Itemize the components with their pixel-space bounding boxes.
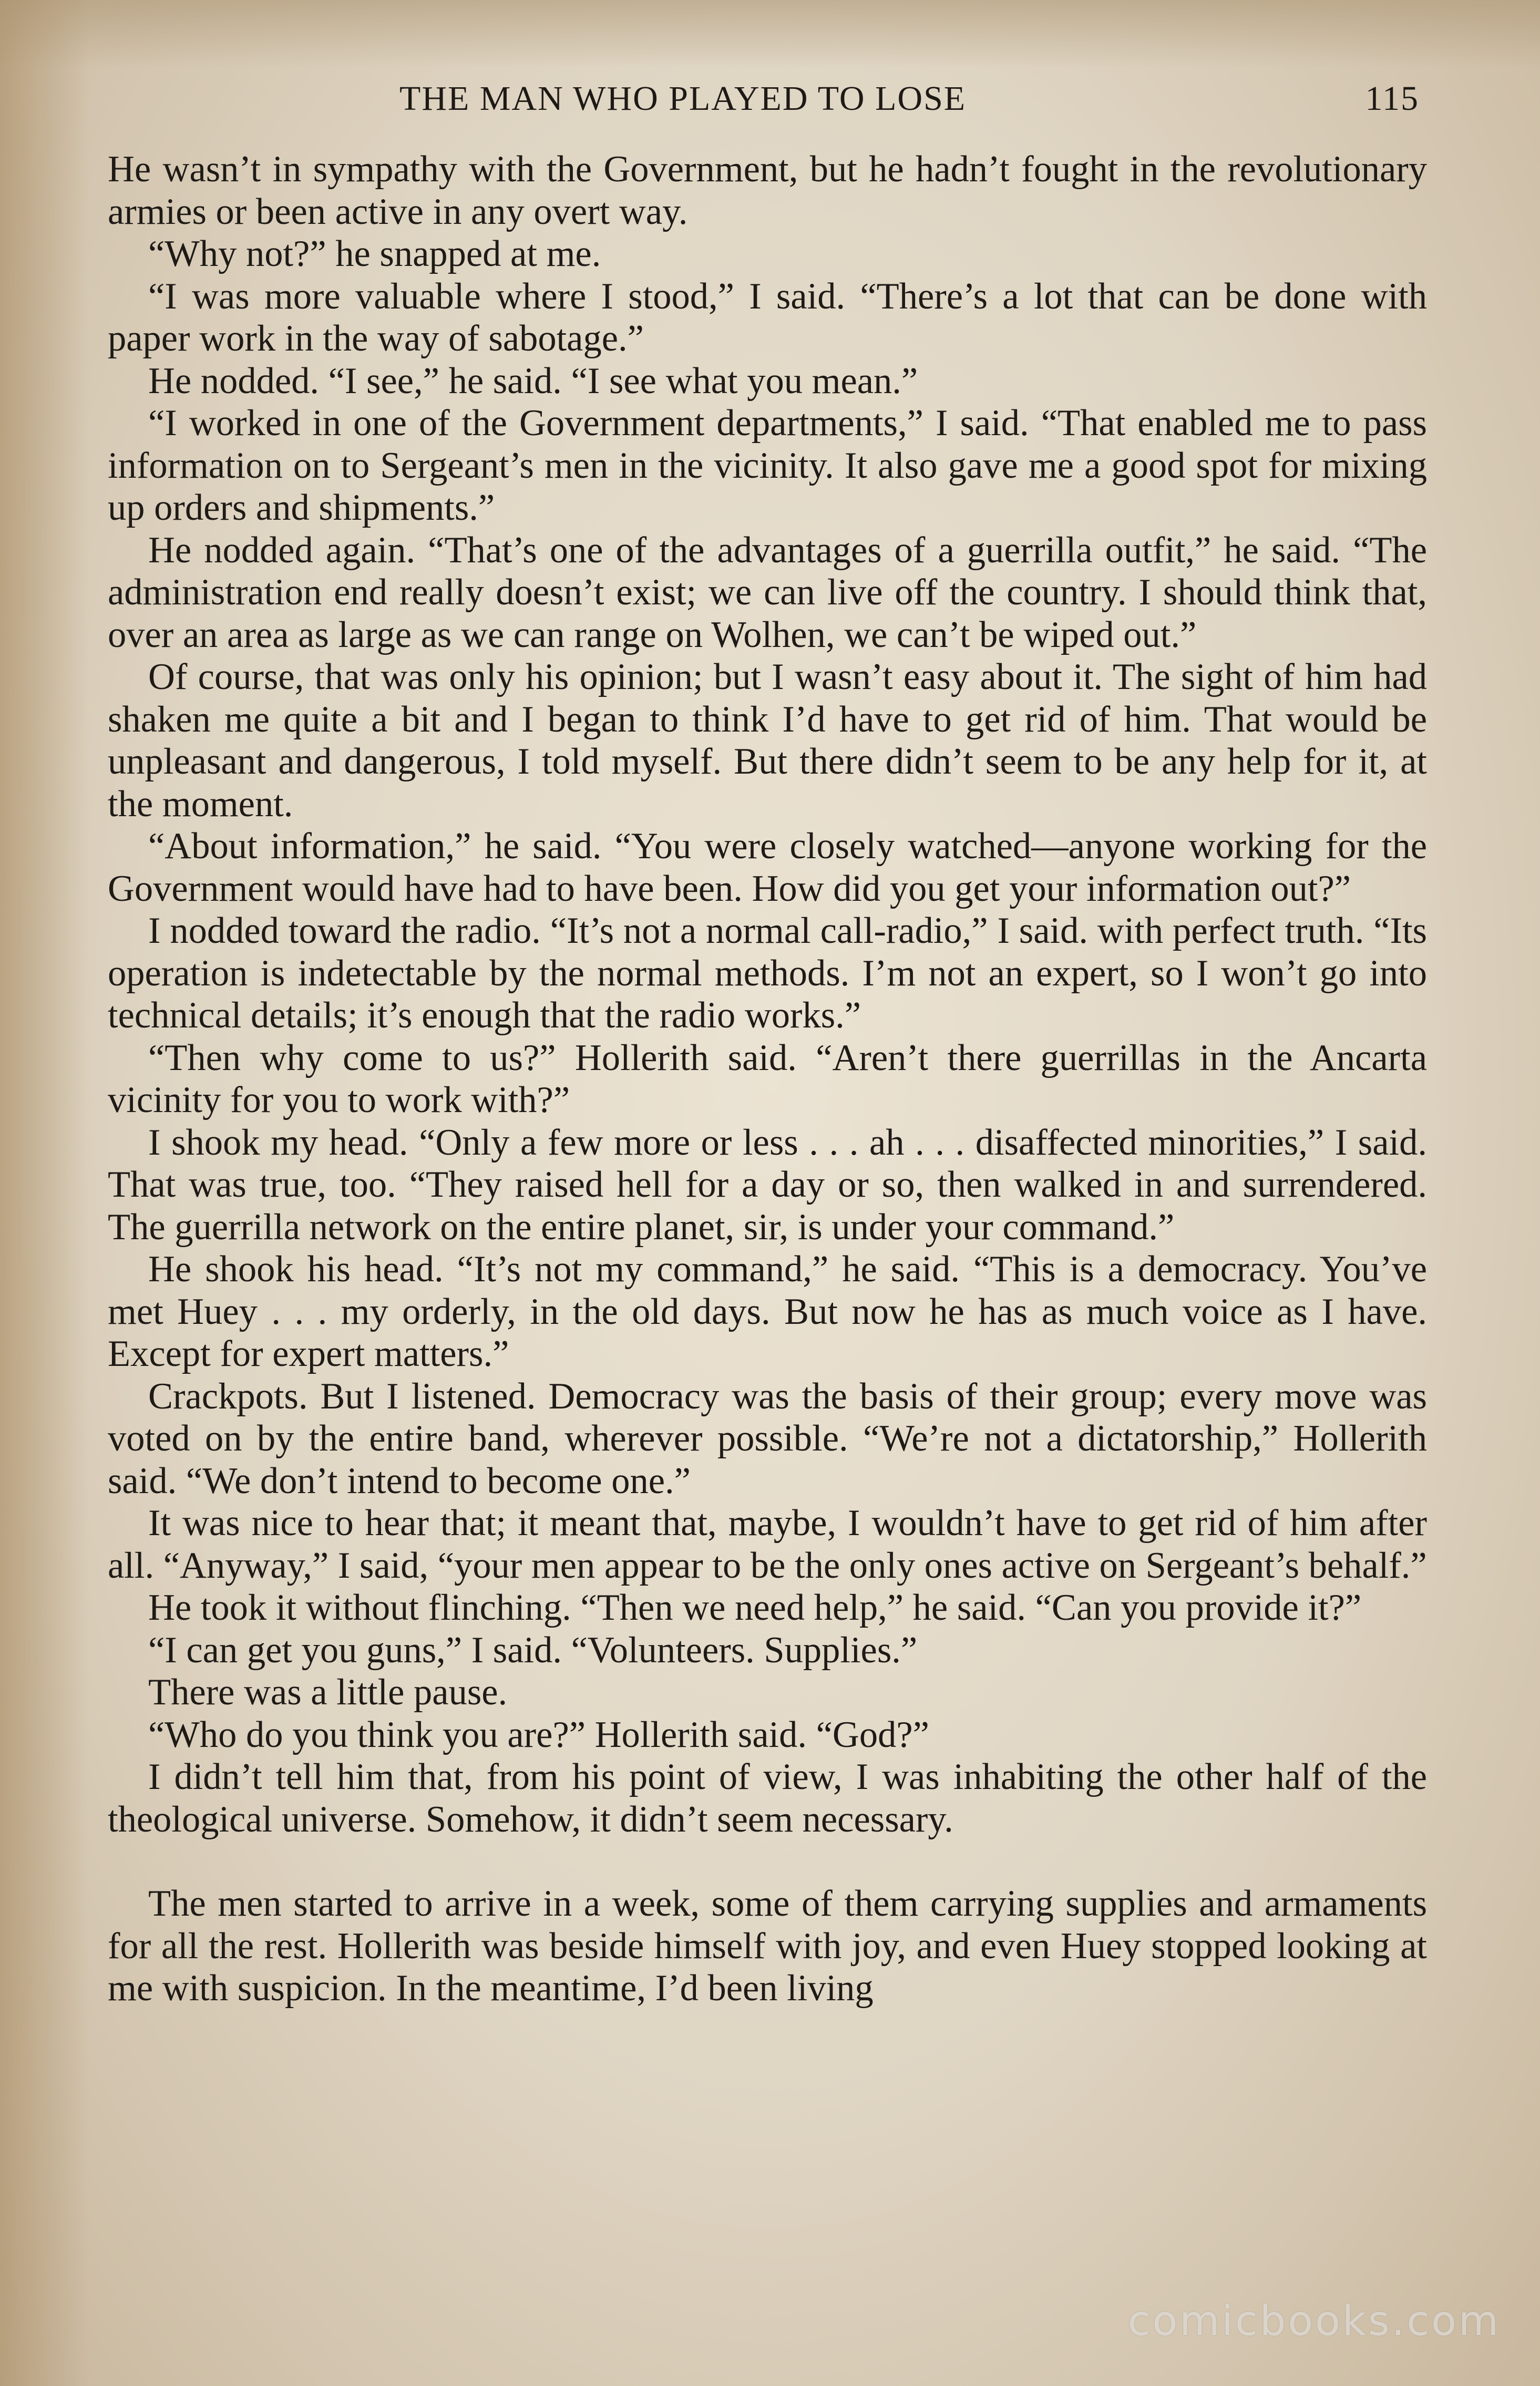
running-head <box>108 79 1419 126</box>
paragraph: He took it without flinching. “Then we need help,” he said. “Can you provide it?” <box>148 1587 1362 1628</box>
paragraph: He wasn’t in sympathy with the Government, but he hadn’t fought in the revolutionary armies or been active in any overt way. <box>108 149 1427 232</box>
running-title: THE MAN WHO PLAYED TO LOSE <box>399 79 967 118</box>
paragraph-section-start: The men started to arrive in a week, some of them carrying supplies and armaments for all the rest. Hollerith was beside himself with joy, and even Huey stopped looking at me with suspicion. In the meantime, I’d been living <box>108 1883 1427 2009</box>
paragraph: It was nice to hear that; it meant that, maybe, I wouldn’t have to get rid of him after all. “Anyway,” I said, “your men appear to be the only ones active on Sergeant’s behalf.” <box>108 1503 1427 1586</box>
paragraph: “I worked in one of the Government departments,” I said. “That enabled me to pass information on to Sergeant’s men in the vicinity. It also gave me a good spot for mixing up orders and shipments.” <box>108 403 1427 528</box>
paragraph: He nodded again. “That’s one of the advantages of a guerrilla outfit,” he said. “The administration end really doesn’t exist; we can live off the country. I should think that, over an area as large as we can range on Wolhen, we can’t be wiped out.” <box>108 529 1427 655</box>
paragraph: “About information,” he said. “You were closely watched—anyone working for the Government would have had to have been. How did you get your information out?” <box>108 826 1427 909</box>
paragraph: “Why not?” he snapped at me. <box>148 233 601 274</box>
paragraph: “Then why come to us?” Hollerith said. “Aren’t there guerrillas in the Ancarta vicinity for you to work with?” <box>108 1037 1427 1120</box>
paragraph: I didn’t tell him that, from his point of view, I was inhabiting the other half of the theological universe. Somehow, it didn’t seem necessary. <box>108 1756 1427 1840</box>
paragraph: There was a little pause. <box>148 1672 508 1713</box>
body-text <box>108 148 1427 2010</box>
paragraph: He nodded. “I see,” he said. “I see what you mean.” <box>148 360 918 402</box>
paragraph: I shook my head. “Only a few more or less . . . ah . . . disaffected minorities,” I said. That was true, too. “They raised hell for a day or so, then walked in and surrendered. The guerrilla network on the entire planet, sir, is under your command.” <box>108 1122 1427 1248</box>
paragraph: “I can get you guns,” I said. “Volunteers. Supplies.” <box>148 1629 918 1671</box>
paragraph: “Who do you think you are?” Hollerith said. “God?” <box>148 1714 929 1755</box>
watermark: comicbooks.com <box>1127 2298 1501 2345</box>
page-number: 115 <box>1365 79 1419 118</box>
paragraph: I nodded toward the radio. “It’s not a normal call-radio,” I said. with perfect truth. “Its operation is indetectable by the normal methods. I’m not an expert, so I won’t go into technical details; it’s enough that the radio works.” <box>108 910 1427 1036</box>
paragraph: Of course, that was only his opinion; but I wasn’t easy about it. The sight of him had shaken me quite a bit and I began to think I’d have to get rid of him. That would be unpleasant and dangerous, I told myself. But there didn’t seem to be any help for it, at the moment. <box>108 656 1427 825</box>
paragraph: “I was more valuable where I stood,” I said. “There’s a lot that can be done with paper work in the way of sabotage.” <box>108 275 1427 359</box>
paragraph: Crackpots. But I listened. Democracy was the basis of their group; every move was voted on by the entire band, wherever possible. “We’re not a dictatorship,” Hollerith said. “We don’t intend to become one.” <box>108 1375 1427 1501</box>
paragraph: He shook his head. “It’s not my command,” he said. “This is a democracy. You’ve met Huey . . . my orderly, in the old days. But now he has as much voice as I have. Except for expert matters.” <box>108 1249 1427 1374</box>
